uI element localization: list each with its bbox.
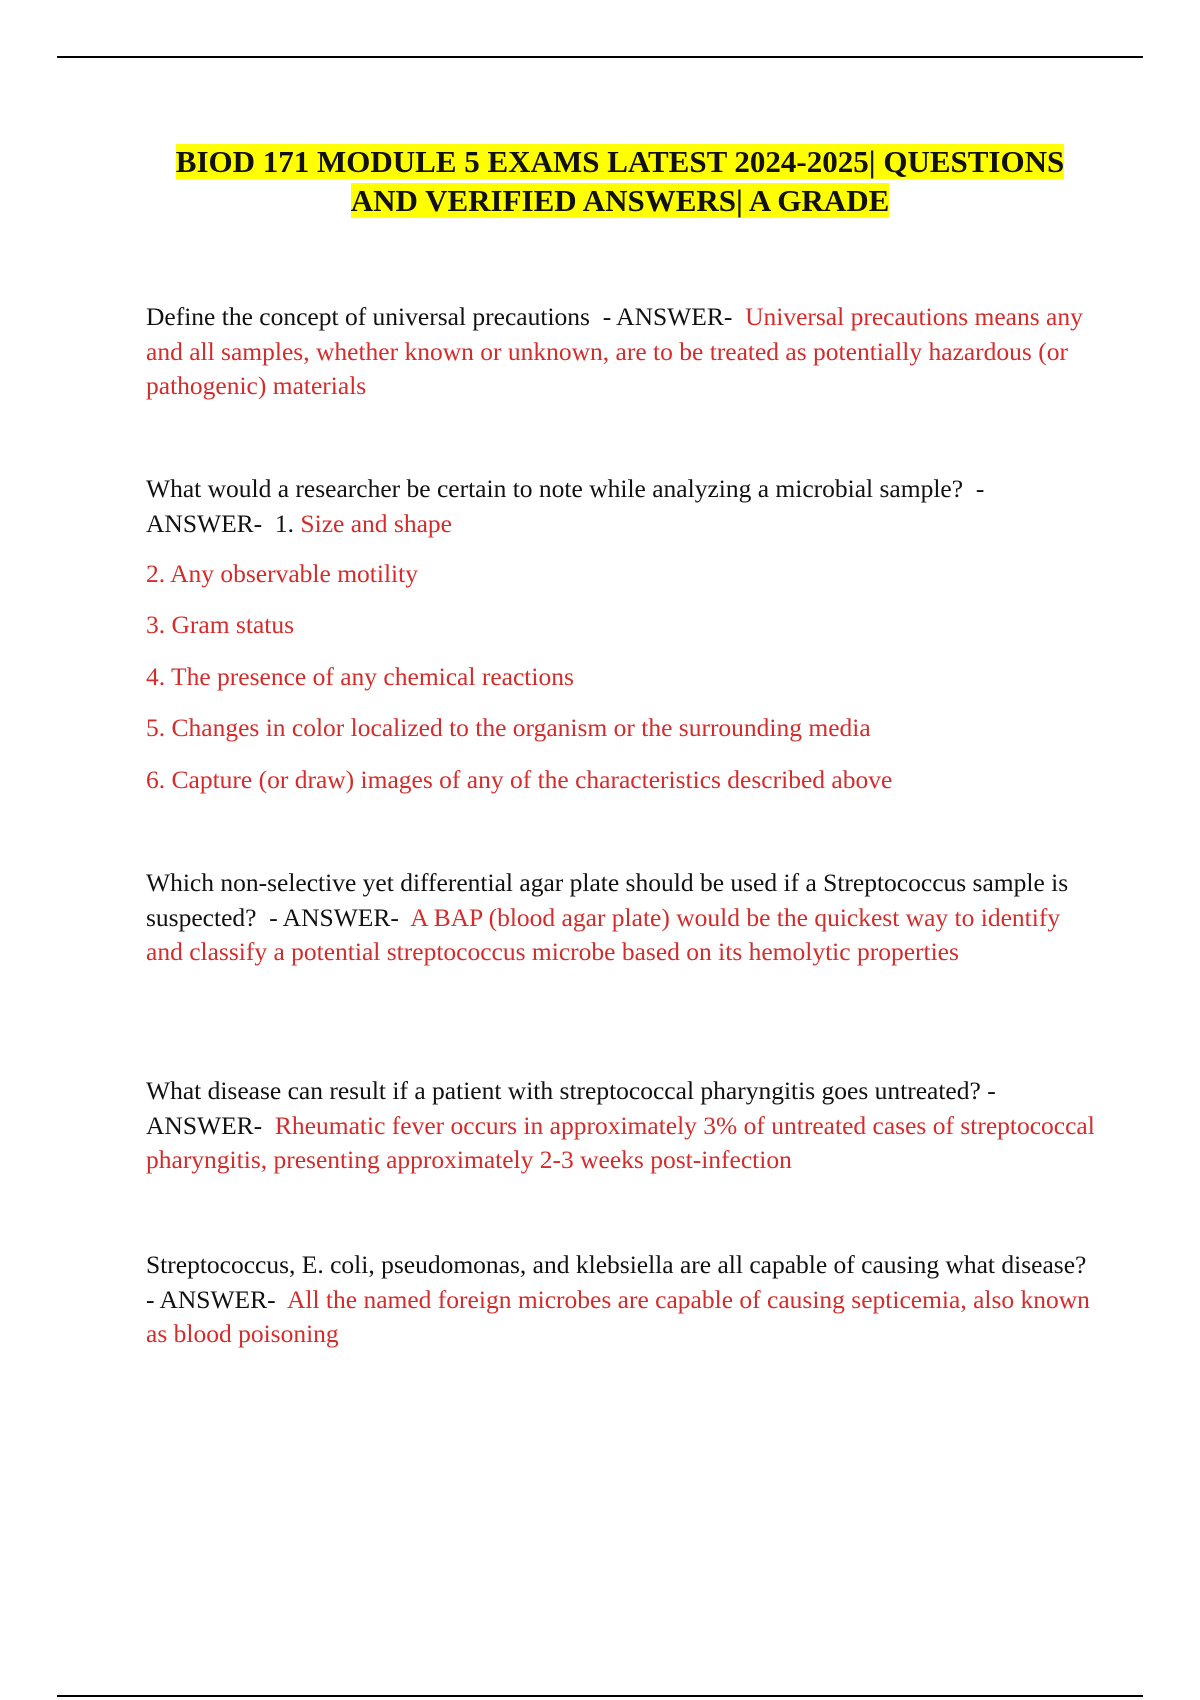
answer-list-item: 3. Gram status xyxy=(146,610,295,639)
answer-marker: - ANSWER- xyxy=(146,474,985,538)
answer-list-item: 4. The presence of any chemical reactions xyxy=(146,662,574,691)
question-text: Streptococcus, E. coli, pseudomonas, and klebsiella are all capable of causing what disease? xyxy=(146,1250,1087,1279)
question-text: What disease can result if a patient with streptococcal pharyngitis goes untreated? xyxy=(146,1076,981,1105)
answer-text: All the named foreign microbes are capable of causing septicemia, also known as blood poisoning xyxy=(146,1284,1090,1348)
qa-block-2 xyxy=(146,472,1096,541)
answer-text: Rheumatic fever occurs in approximately 3% of untreated cases of streptococcal pharyngitis, presenting approximately 2-3 weeks post-infection xyxy=(146,1110,1095,1174)
title-line-1: BIOD 171 MODULE 5 EXAMS LATEST 2024-2025| QUESTIONS xyxy=(175,144,1065,179)
bottom-rule xyxy=(57,1695,1143,1697)
answer-marker: - ANSWER- xyxy=(269,902,399,932)
page-title xyxy=(140,142,1100,220)
question-text: Which non-selective yet differential agar plate should be used if a Streptococcus sample is suspected? xyxy=(146,868,1069,932)
question-text: Define the concept of universal precautions xyxy=(146,302,590,331)
qa-block-5 xyxy=(146,1248,1096,1352)
title-line-2: AND VERIFIED ANSWERS| A GRADE xyxy=(350,183,890,218)
answer-list-item: 6. Capture (or draw) images of any of the characteristics described above xyxy=(146,765,893,794)
qa-block-3 xyxy=(146,866,1096,970)
answer-number: 1. xyxy=(274,508,295,538)
answer-marker: - ANSWER- xyxy=(602,302,733,331)
qa-block-1 xyxy=(146,300,1096,404)
answer-text: Size and shape xyxy=(300,508,452,538)
answer-text: A BAP (blood agar plate) would be the quickest way to identify and classify a potential streptococcus microbe based on its hemolytic properties xyxy=(146,902,1061,966)
answer-marker: - ANSWER- xyxy=(146,1076,996,1140)
answer-marker: - ANSWER- xyxy=(146,1284,276,1314)
answer-list-item: 5. Changes in color localized to the organism or the surrounding media xyxy=(146,713,871,742)
qa-block-4 xyxy=(146,1074,1096,1178)
answer-text: Universal precautions means any and all samples, whether known or unknown, are to be treated as potentially hazardous (or pathogenic) materials xyxy=(146,302,1083,400)
question-text: What would a researcher be certain to note while analyzing a microbial sample? xyxy=(146,474,964,503)
top-rule xyxy=(57,56,1143,58)
answer-list-item: 2. Any observable motility xyxy=(146,559,418,588)
